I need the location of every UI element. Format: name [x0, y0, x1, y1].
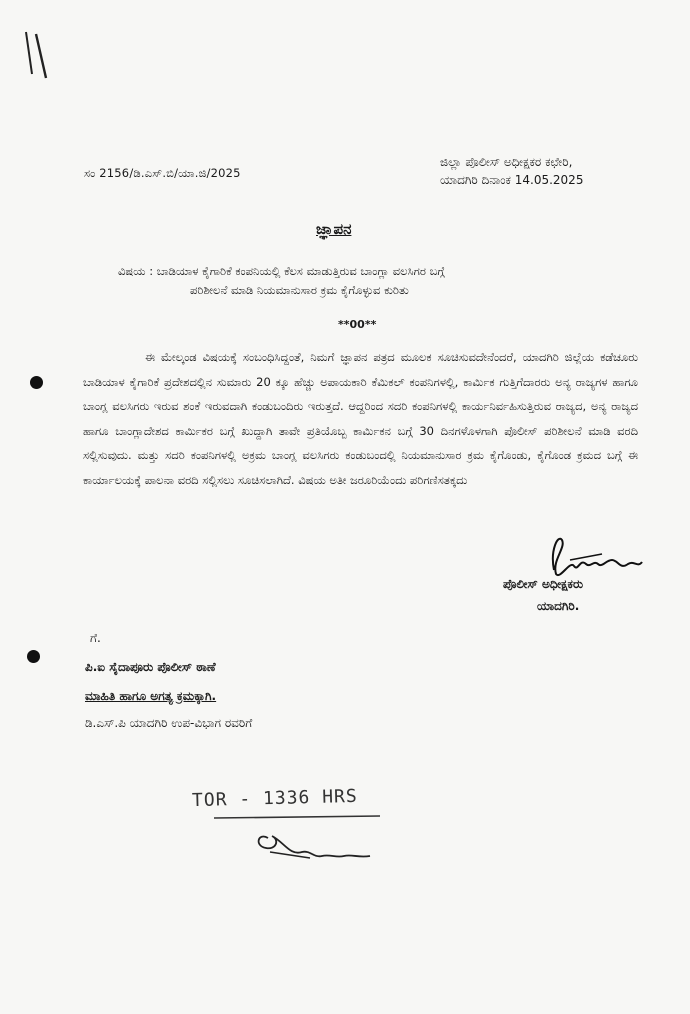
handwritten-note: TOR - 1336 HRS	[191, 785, 358, 812]
signatory-designation: ಪೊಲೀಸ್ ಅಧೀಕ್ಷಕರು	[503, 577, 584, 591]
recipients-label: ಗೆ.	[90, 631, 101, 645]
reference-number: ಸಂ 2156/ಡಿ.ಎಸ್.ಬಿ/ಯಾ.ಜಿ/2025	[84, 166, 241, 180]
subject-line-1: ವಿಷಯ : ಬಾಡಿಯಾಳ ಕೈಗಾರಿಕೆ ಕಂಪನಿಯಲ್ಲಿ ಕೆಲಸ ಮಾಡುತ್ತಿರುವ ಬಾಂಗ್ಲಾ ವಲಸಿಗರ ಬಗ್ಗೆ	[118, 264, 445, 278]
punch-hole	[30, 376, 43, 389]
recipient-2: ಮಾಹಿತಿ ಹಾಗೂ ಅಗತ್ಯ ಕ್ರಮಕ್ಕಾಗಿ.	[85, 689, 217, 703]
office-date: ಯಾದಗಿರಿ ದಿನಾಂಕ 14.05.2025	[440, 173, 584, 187]
subject-line-2: ಪರಿಶೀಲನೆ ಮಾಡಿ ನಿಯಮಾನುಸಾರ ಕ್ರಮ ಕೈಗೊಳ್ಳುವ ಕುರಿತು	[190, 283, 409, 297]
office-name: ಜಿಲ್ಲಾ ಪೊಲೀಸ್ ಅಧೀಕ್ಷಕರ ಕಛೇರಿ,	[440, 155, 573, 169]
memo-body: ಈ ಮೇಲ್ಕಂಡ ವಿಷಯಕ್ಕೆ ಸಂಬಂಧಿಸಿದ್ದಂತೆ, ನಿಮಗೆ ಜ್ಞಾಪನ ಪತ್ರದ ಮೂಲಕ ಸೂಚಿಸುವದೇನೆಂದರೆ, ಯಾದಗಿರಿ ಜಿಲ್ಲೆಯ ಕಡೆಚೂರು ಬಾಡಿಯಾಳ ಕೈಗಾರಿಕೆ ಪ್ರದೇಶದಲ್ಲಿನ ಸುಮಾರು 20 ಕ್ಕೂ ಹೆಚ್ಚು ಅಪಾಯಕಾರಿ ಕೆಮಿಕಲ್ ಕಂಪನಿಗಳಲ್ಲಿ, ಕಾರ್ಮಿಕ ಗುತ್ತಿಗೆದಾರರು ಅನ್ಯ ರಾಜ್ಯಗಳ ಹಾಗೂ ಬಾಂಗ್ಲ ವಲಸಿಗರು ಇರುವ ಶಂಕೆ ಇರುವದಾಗಿ ಕಂಡುಬಂದಿರು ಇರುತ್ತದೆ. ಆದ್ದರಿಂದ ಸದರಿ ಕಂಪನಿಗಳಲ್ಲಿ ಕಾರ್ಯನಿರ್ವಹಿಸುತ್ತಿರುವ ರಾಜ್ಯದ, ಅನ್ಯ ರಾಜ್ಯದ ಹಾಗೂ ಬಾಂಗ್ಲಾದೇಶದ ಕಾರ್ಮಿಕರ ಬಗ್ಗೆ ಖುದ್ದಾಗಿ ತಾವೇ ಪ್ರತಿಯೊಬ್ಬ ಕಾರ್ಮಿಕನ ಬಗ್ಗೆ 30 ದಿನಗಳೊಳಗಾಗಿ ಪೊಲೀಸ್ ಪರಿಶೀಲನೆ ಮಾಡಿ ವರದಿ ಸಲ್ಲಿಸುವುದು. ಮತ್ತು ಸದರಿ ಕಂಪನಿಗಳಲ್ಲಿ ಅಕ್ರಮ ಬಾಂಗ್ಲ ವಲಸಿಗರು ಕಂಡುಬಂದಲ್ಲಿ ನಿಯಮಾನುಸಾರ ಕ್ರಮ ಕೈಗೊಂಡು, ಕೈಗೊಂಡ ಕ್ರಮದ ಬಗ್ಗೆ ಈ ಕಾರ್ಯಾಲಯಕ್ಕೆ ಪಾಲನಾ ವರದಿ ಸಲ್ಲಿಸಲು ಸೂಚಿಸಲಾಗಿದೆ. ವಿಷಯ ಅತೀ ಜರೂರಿಯೆಂದು ಪರಿಗಣಿಸತಕ್ಕದು	[83, 350, 638, 487]
punch-hole	[27, 650, 40, 663]
corner-mark-drawing	[18, 28, 58, 83]
recipient-3: ಡಿ.ಎಸ್.ಪಿ ಯಾದಗಿರಿ ಉಪ-ವಿಭಾಗ ರವರಿಗೆ	[85, 716, 253, 730]
recipient-1: ಪಿ.ಐ ಸೈದಾಪೂರು ಪೊಲೀಸ್ ಠಾಣೆ	[85, 660, 216, 674]
initials-drawing	[210, 812, 410, 872]
signatory-place: ಯಾದಗಿರಿ.	[537, 599, 580, 613]
memo-title: ಜ್ಞಾಪನ	[316, 220, 352, 238]
subject-block	[118, 262, 588, 300]
office-header	[440, 153, 670, 189]
separator: **00**	[338, 318, 377, 331]
